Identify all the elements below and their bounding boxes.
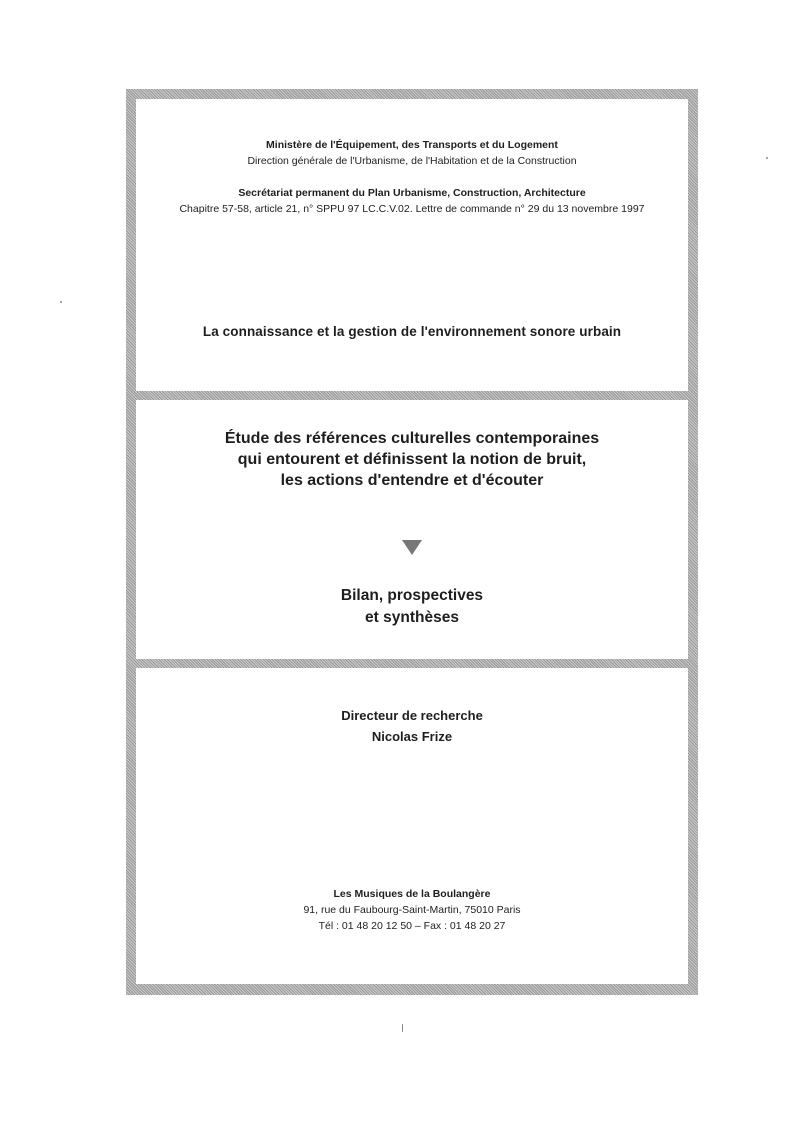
hatched-frame [126, 89, 698, 995]
publisher-name: Les Musiques de la Boulangère [333, 888, 491, 900]
study-subtitle [136, 585, 688, 629]
director-block [136, 705, 688, 747]
publisher-address: 91, rue du Faubourg-Saint-Martin, 75010 Paris [303, 904, 521, 916]
header-panel [136, 99, 688, 391]
study-title [136, 428, 688, 491]
director-label: Directeur de recherche [341, 708, 483, 723]
ministry-block [136, 137, 688, 169]
scan-speck [60, 301, 62, 303]
study-panel [136, 400, 688, 659]
study-title-line: Étude des références culturelles contemporaines [224, 430, 600, 447]
secretariat-name: Secrétariat permanent du Plan Urbanisme, Construction, Architecture [238, 187, 586, 199]
direction-name: Direction générale de l'Urbanisme, de l'Habitation et de la Construction [247, 155, 577, 167]
scan-speck [402, 1024, 403, 1032]
program-topic: La connaissance et la gestion de l'environnement sonore urbain [202, 324, 622, 339]
publisher-block [136, 886, 688, 934]
subtitle-line: Bilan, prospectives [340, 587, 484, 604]
study-title-line: qui entourent et définissent la notion de bruit, [237, 451, 587, 468]
order-reference: Chapitre 57-58, article 21, n° SPPU 97 LC.C.V.02. Lettre de commande n° 29 du 13 novembre 1997 [179, 203, 645, 215]
subtitle-line: et synthèses [365, 609, 459, 626]
study-title-line: les actions d'entendre et d'écouter [280, 472, 544, 489]
director-name: Nicolas Frize [371, 729, 453, 744]
triangle-down-icon [402, 540, 422, 555]
credits-panel [136, 668, 688, 984]
secretariat-block [136, 185, 688, 217]
ministry-name: Ministère de l'Équipement, des Transports et du Logement [266, 139, 558, 151]
publisher-contact: Tél : 01 48 20 12 50 – Fax : 01 48 20 27 [318, 920, 506, 932]
scan-speck [766, 157, 768, 159]
